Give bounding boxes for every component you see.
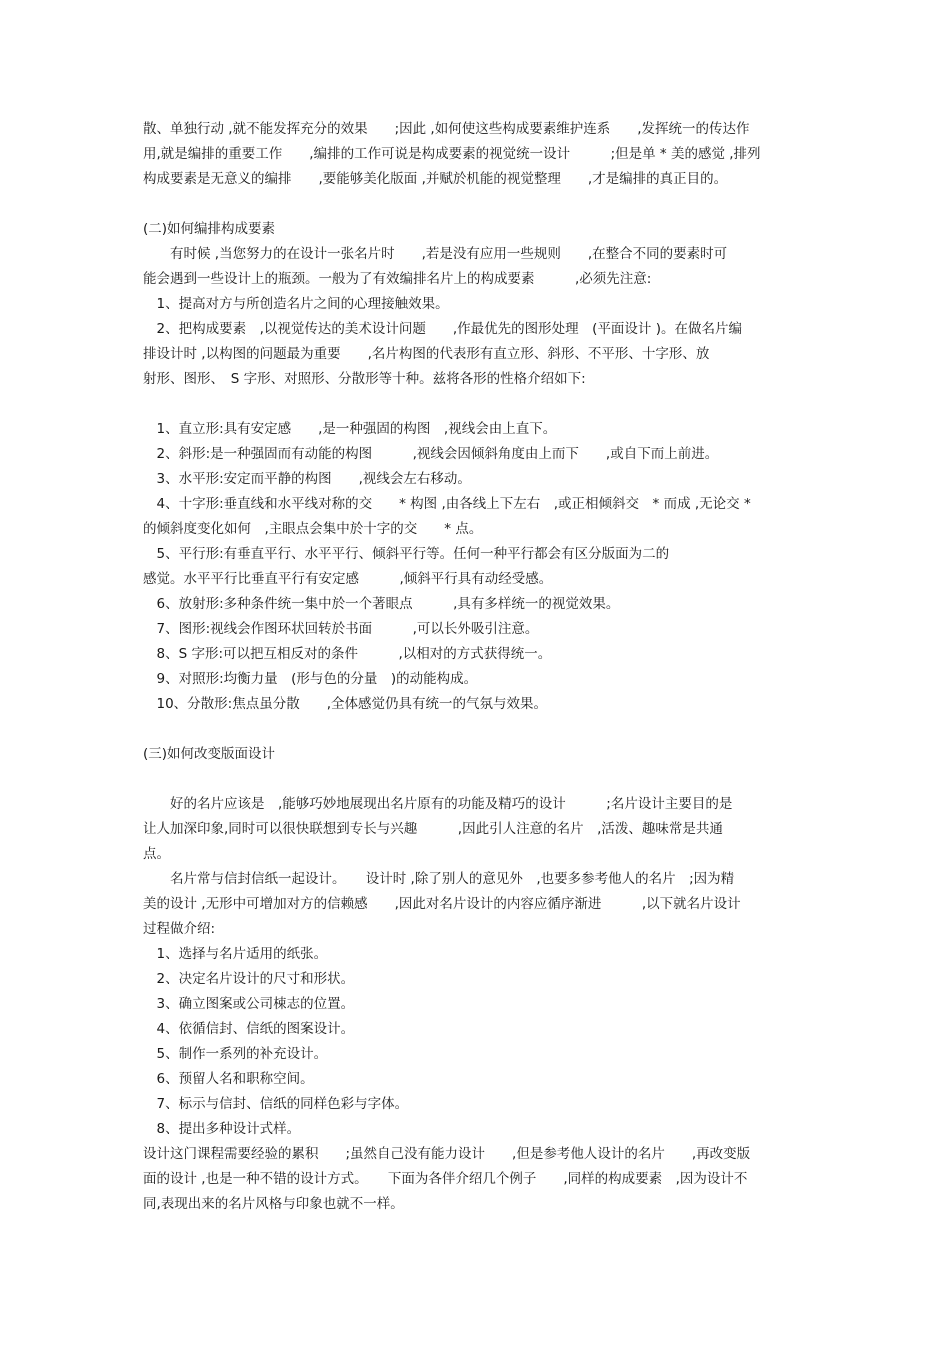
- paragraph-line: 构成要素是无意义的编排 ,要能够美化版面 ,并赋於机能的视觉整理 ,才是编排的真正目的。: [143, 171, 728, 187]
- list-item: 3、确立图案或公司梀志的位置。: [143, 996, 355, 1012]
- paragraph-line: 美的设计 ,无形中可增加对方的信赖感 ,因此对名片设计的内容应循序渐进 ,以下就名片设计: [143, 896, 741, 912]
- paragraph-line: 面的设计 ,也是一种不错的设计方式。 下面为各伴介绍几个例子 ,同样的构成要素 ,因为设计不: [143, 1171, 748, 1187]
- list-item: 2、把构成要素 ,以视觉传达的美术设计问题 ,作最优先的图形处理 (平面设计 )。在做名片编: [143, 321, 742, 337]
- list-item: 1、选择与名片适用的纸张。: [143, 946, 328, 962]
- paragraph-line: 设计这门课程需要经验的累积 ;虽然自己没有能力设计 ,但是参考他人设计的名片 ,再改变版: [143, 1146, 751, 1162]
- list-item: 1、提高对方与所创造名片之间的心理接触效果。: [143, 296, 449, 312]
- paragraph-line: 射形、图形、 S 字形、对照形、分散形等十种。兹将各形的性格介绍如下:: [143, 371, 586, 387]
- list-item: 1、直立形:具有安定感 ,是一种强固的构图 ,视线会由上直下。: [143, 421, 557, 437]
- list-item: 7、图形:视线会作图环状回转於书面 ,可以长外吸引注意。: [143, 621, 539, 637]
- paragraph-line: 点。: [143, 846, 170, 862]
- paragraph-line: 的倾斜度变化如何 ,主眼点会集中於十字的交 * 点。: [143, 521, 483, 537]
- paragraph-line: 让人加深印象,同时可以很快联想到专长与兴趣 ,因此引人注意的名片 ,活泼、趣味常是共通: [143, 821, 723, 837]
- list-item: 5、平行形:有垂直平行、水平平行、倾斜平行等。任何一种平行都会有区分版面为二的: [143, 546, 670, 562]
- list-item: 10、分散形:焦点虽分散 ,全体感觉仍具有统一的气氛与效果。: [143, 696, 548, 712]
- paragraph-line: 好的名片应该是 ,能够巧妙地展现出名片原有的功能及精巧的设计 ;名片设计主要目的是: [143, 796, 733, 812]
- list-item: 2、斜形:是一种强固而有动能的构图 ,视线会因倾斜角度由上而下 ,或自下而上前进。: [143, 446, 719, 462]
- list-item: 4、十字形:垂直线和水平线对称的交 * 构图 ,由各线上下左右 ,或正相倾斜交 * 而成 ,无论交 *: [143, 496, 751, 512]
- paragraph-line: 用,就是编排的重要工作 ,编排的工作可说是构成要素的视觉统一设计 ;但是单 * 美的感觉 ,排列: [143, 146, 761, 162]
- paragraph-line: 感觉。水平平行比垂直平行有安定感 ,倾斜平行具有动经受感。: [143, 571, 553, 587]
- list-item: 3、水平形:安定而平静的构图 ,视线会左右移动。: [143, 471, 471, 487]
- list-item: 9、对照形:均衡力量 (形与色的分量 )的动能构成。: [143, 671, 478, 687]
- paragraph-line: 能会遇到一些设计上的瓶颈。一般为了有效编排名片上的构成要素 ,必须先注意:: [143, 271, 652, 287]
- list-item: 2、决定名片设计的尺寸和形状。: [143, 971, 355, 987]
- list-item: 8、S 字形:可以把互相反对的条件 ,以相对的方式获得统一。: [143, 646, 552, 662]
- paragraph-line: 散、单独行动 ,就不能发挥充分的效果 ;因此 ,如何使这些构成要素维护连系 ,发挥统一的传达作: [143, 121, 750, 137]
- list-item: 6、放射形:多种条件统一集中於一个著眼点 ,具有多样统一的视觉效果。: [143, 596, 620, 612]
- list-item: 5、制作一系列的补充设计。: [143, 1046, 328, 1062]
- paragraph-line: 过程做介绍:: [143, 921, 216, 937]
- list-item: 8、提出多种设计式样。: [143, 1121, 301, 1137]
- section-heading: (二)如何编排构成要素: [143, 221, 276, 237]
- paragraph-line: 有时候 ,当您努力的在设计一张名片时 ,若是没有应用一些规则 ,在整合不同的要素时可: [143, 246, 728, 262]
- list-item: 7、标示与信封、信纸的同样色彩与字体。: [143, 1096, 409, 1112]
- section-heading: (三)如何改变版面设计: [143, 746, 276, 762]
- list-item: 4、依循信封、信纸的图案设计。: [143, 1021, 355, 1037]
- paragraph-line: 名片常与信封信纸一起设计。 设计时 ,除了别人的意见外 ,也要多参考他人的名片 ;因为精: [143, 871, 735, 887]
- paragraph-line: 排设计时 ,以构图的问题最为重要 ,名片构图的代表形有直立形、斜形、不平形、十字形、放: [143, 346, 710, 362]
- paragraph-line: 同,表现出来的名片风格与印象也就不一样。: [143, 1196, 404, 1212]
- list-item: 6、预留人名和职称空间。: [143, 1071, 314, 1087]
